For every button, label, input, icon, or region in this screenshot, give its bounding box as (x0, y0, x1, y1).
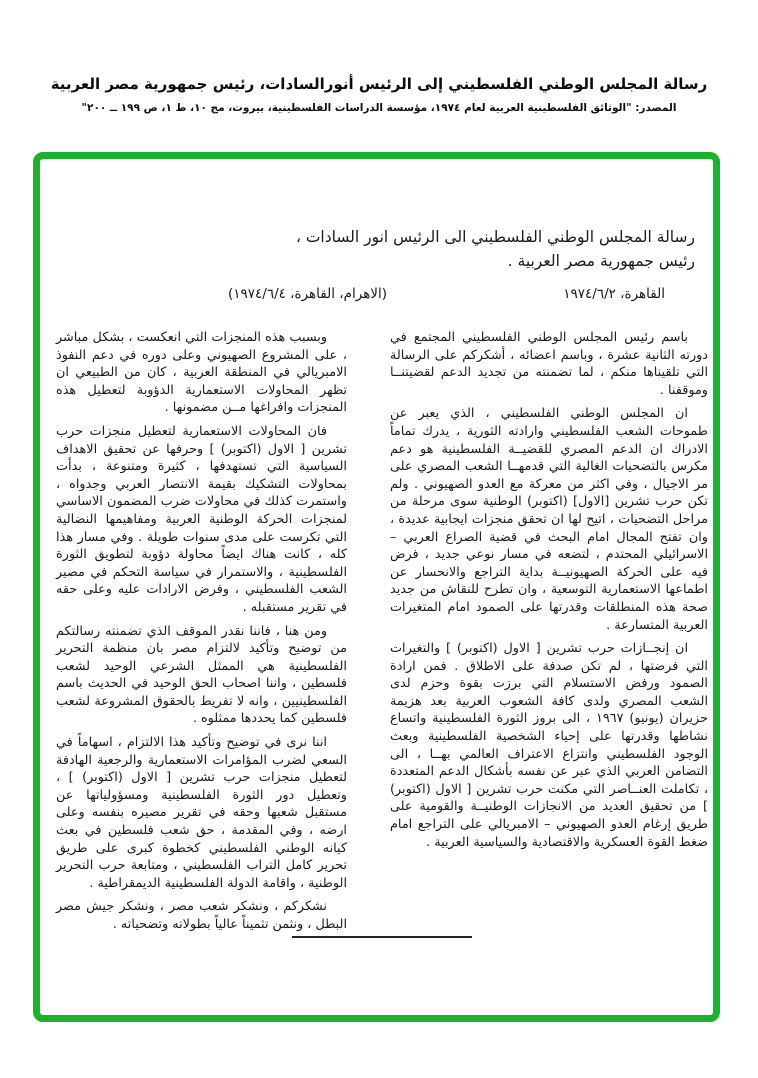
document-title (217, 225, 695, 273)
dateline (228, 286, 665, 302)
document-title-line2: رئيس جمهورية مصر العربية . (507, 252, 695, 270)
paragraph: ان المجلس الوطني الفلسطيني ، الذي يعبر عن طموحات الشعب الفلسطيني وارادته الثورية ، يدرك تماماً الادراك ان الدعم المصري للقضيــة الفلسطينية هو دعم مكرس بالتضحيات الغالية التي قدمهــا الشعب المصري على مر الاجيال ، وفي اكثر من معركة مع العدو الصهيوني . ولم تكن حرب تشرين [الاول] (اكتوبر) الوطنية سوى مرحلة من مراحل التضحيات ، اتيح لها ان تحقق منجزات ايجابية عديدة ، وان تفتح المجال امام البحث في قضية الصراع العربي – الاسرائيلي المحتدم ، لتضعه في مسار نوعي جديد ، فرض فيه على الحركة الصهيونيــة بداية التراجع والانحسار عن اطماعها الاستعمارية التوسعية ، وان تطرح للنقاش من جديد صحة هذه المنطلقات وقدرتها على الصمود امام المتغيرات العربية المتسارعة . (390, 406, 708, 633)
end-divider (292, 936, 472, 938)
column-right (390, 329, 708, 857)
green-border-frame (33, 152, 720, 1022)
dateline-city-date: القاهرة، ١٩٧٤/٦/٢ (563, 286, 665, 302)
document-title-line1: رسالة المجلس الوطني الفلسطيني الى الرئيس انور السادات ، (295, 228, 695, 246)
paragraph: نشكركم ، ونشكر شعب مصر ، ونشكر جيش مصر البطل ، ونثمن تثميناً عالياً بطولاته وتضحياته . (56, 899, 347, 932)
page-title: رسالة المجلس الوطني الفلسطيني إلى الرئيس أنورالسادات، رئيس جمهورية مصر العربية (50, 75, 708, 93)
paragraph: باسم رئيس المجلس الوطني الفلسطيني المجتمع في دورته الثانية عشرة ، وباسم اعضائه ، أشكركم على الرسالة التي تلقيناها منكم ، لما تضمنته من تجديد الدعم لقضيتنــا وموقفنا . (390, 330, 708, 398)
paragraph: وبسبب هذه المنجزات التي انعكست ، بشكل مباشر ، على المشروع الصهيوني وعلى دوره في دعم النفوذ الامبريالي في المنطقة العربية ، كان من الطبيعي ان تظهر المحاولات الاستعمارية الدؤوبة لتعطيل هذه المنجزات وافراغها مــن مضمونها . (56, 330, 347, 416)
paragraph: اننا نرى في توضيح وتأكيد هذا الالتزام ، اسهاماً في السعي لضرب المؤامرات الاستعمارية والرجعية الهادفة لتعطيل منجزات حرب تشرين [ الاول (اكتوبر) ] ، وتعطيل دور الثورة الفلسطينية ومسؤولياتها عن مستقبل شعبها وحقه في تقرير مصيره بنفسه وعلى ارضه ، وفي المقدمة ، حق شعب فلسطين في بعث كيانه الوطني الفلسطيني كخطوة كبرى على طريق تحرير كامل التراب الفلسطيني ، ومتابعة حرب التحرير الوطنية ، واقامة الدولة الفلسطينية الديمقراطية . (56, 735, 347, 891)
paragraph: فان المحاولات الاستعمارية لتعطيل منجزات حرب تشرين [ الاول (اكتوبر) ] وحرفها عن تحقيق الاهداف السياسية التي تستهدفها ، كثيرة ومتنوعة ، بدأت بمحاولات التشكيك بقيمة الانتصار العربي وجدواه ، واستمرت كذلك في محاولات ضرب المضمون الاساسي لمنجزات الحركة الوطنية العربية ومفاهيمها النضالية التي تكرست على مدى سنوات طويلة . وفي مسار هذا كله ، كانت هناك ايضاً محاولة دؤوبة لتطويق الثورة الفلسطينية ، والاستمرار في سياسة التحكم في مصير الشعب الفلسطيني ، وفرض الارادات عليه وعلى حقه في تقرير مستقبله . (56, 423, 347, 615)
source-citation: المصدر: "الوثائق الفلسطينية العربية لعام ١٩٧٤، مؤسسة الدراسات الفلسطينية، بيروت، مج ١٠، ط ١، ص ١٩٩ ــ ٢٠٠" (81, 102, 677, 114)
paragraph: ومن هنا ، فاننا نقدر الموقف الذي تضمنته رسالتكم من توضيح وتأكيد لالتزام مصر بان منظمة التحرير الفلسطينية هي الممثل الشرعي الوحيد لشعب فلسطين ، واننا اصحاب الحق الوحيد في الحديث باسم الفلسطينيين ، وانه لا تفريط بالحقوق المشروعة لشعب فلسطين كما يحددها ممثلوه . (56, 623, 347, 727)
dateline-publication: (الاهرام، القاهرة، ١٩٧٤/٦/٤) (228, 286, 388, 302)
paragraph: ان إنجــازات حرب تشرين [ الاول (اكتوبر) ] والتغيرات التي فرضتها ، لم تكن صدفة على الاطلاق . فمن ارادة الصمود ورفض الاستسلام التي برزت بقوة وحزم لدى الشعب المصري ولدى كافة الشعوب العربية بعد هزيمة حزيران (يونيو) ١٩٦٧ ، الى بروز الثورة الفلسطينية واتساع نشاطها وقدرتها على إحياء الشخصية الفلسطينية وبعث الوجود الفلسطيني وانتزاع الاعتراف العالمي بهــا ، الى التضامن العربي الذي عبر عن نفسه بأشكال الدعم المتعددة ، تكاملت العنــاصر التي مكنت حرب تشرين [ الاول (اكتوبر) ] من تحقيق العديد من الانجازات الوطنيــة والقومية على طريق إرغام العدو الصهيوني – الامبريالي على التراجع امام ضغط القوة العسكرية والاقتصادية والسياسية العربية . (390, 641, 708, 850)
column-left (56, 329, 347, 940)
